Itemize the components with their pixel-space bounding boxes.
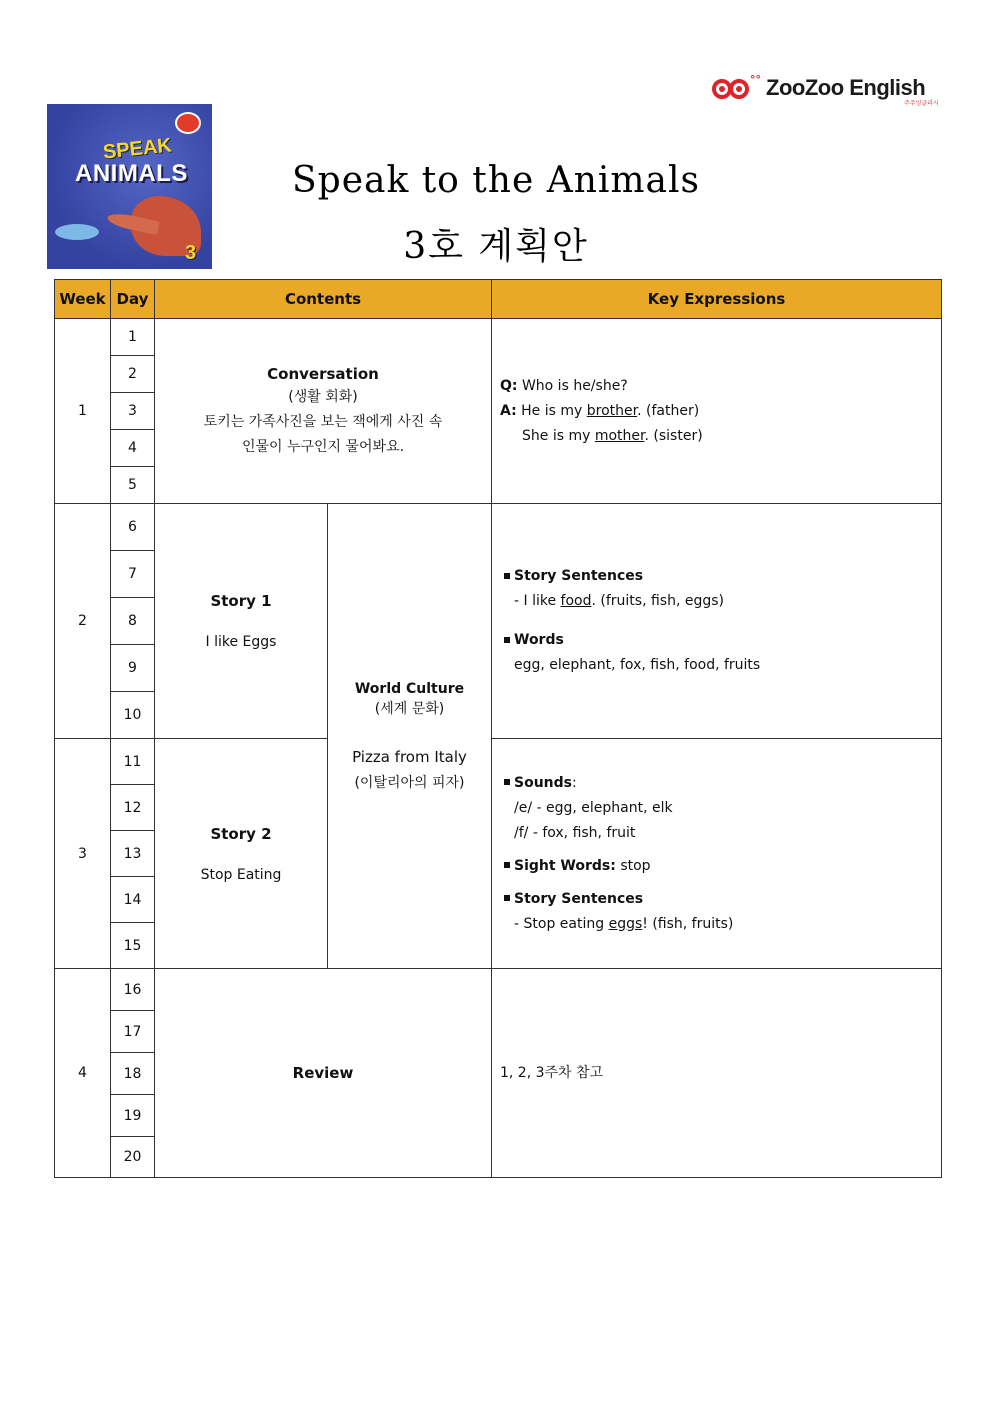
- header-key-expressions: Key Expressions: [492, 280, 942, 319]
- page-subtitle: 3호 계획안: [403, 226, 589, 267]
- week-cell: 1: [55, 319, 111, 504]
- table-row: [55, 319, 942, 356]
- a2-pre: She is my: [522, 427, 591, 444]
- day-cell: 4: [111, 430, 155, 467]
- conversation-title: Conversation: [267, 364, 379, 383]
- bullet-square-icon: [504, 779, 510, 785]
- a-word: brother: [586, 402, 638, 419]
- day-cell: 6: [111, 504, 155, 551]
- table-row: [55, 969, 942, 1011]
- words-text: egg, elephant, fox, fish, food, fruits: [514, 657, 761, 673]
- day-cell: 3: [111, 393, 155, 430]
- day-cell: 9: [111, 645, 155, 692]
- week-cell: 4: [55, 969, 111, 1178]
- day-cell: 13: [111, 831, 155, 877]
- logo-eyes-icon: [712, 74, 762, 102]
- day-cell: 16: [111, 969, 155, 1011]
- story1-cell: [155, 504, 328, 739]
- day-cell: 15: [111, 923, 155, 969]
- world-culture-pizza-ko: (이탈리아의 피자): [354, 775, 465, 791]
- world-culture-cell: [328, 504, 492, 969]
- a-post: . (father): [637, 402, 700, 419]
- fish-illustration-icon: [55, 224, 99, 240]
- ss-word: food: [560, 593, 592, 609]
- table-row: [55, 504, 942, 551]
- table-header-row: [55, 280, 942, 319]
- ss-pre: - I like: [514, 593, 557, 609]
- world-culture-subtitle: (세계 문화): [374, 701, 445, 717]
- world-culture-pizza: Pizza from Italy: [352, 748, 467, 766]
- day-cell: 12: [111, 785, 155, 831]
- week-cell: 2: [55, 504, 111, 739]
- sound-e-line: /e/ - egg, elephant, elk: [514, 799, 673, 816]
- q-label: Q:: [500, 377, 518, 394]
- cover-title-speak: SPEAK: [101, 134, 173, 164]
- bullet-square-icon: [504, 573, 510, 579]
- story1-subtitle: I like Eggs: [205, 634, 277, 650]
- lesson-plan-table: [54, 279, 942, 1178]
- logo-brand-text: ZooZoo English: [766, 75, 926, 100]
- sight-words-label: Sight Words:: [514, 857, 616, 874]
- day-cell: 20: [111, 1137, 155, 1178]
- cover-title-animals: ANIMALS: [75, 160, 188, 187]
- logo-mark: °°: [750, 73, 761, 86]
- sounds-colon: :: [572, 774, 577, 791]
- bullet-square-icon: [504, 637, 510, 643]
- a2-word: mother: [594, 427, 645, 444]
- story2-subtitle: Stop Eating: [200, 866, 282, 883]
- story-sentences-label: Story Sentences: [514, 890, 644, 907]
- header-contents: Contents: [155, 280, 492, 319]
- conversation-desc-line2: 인물이 누구인지 물어봐요.: [241, 438, 405, 455]
- conversation-desc-line1: 토키는 가족사진을 보는 잭에게 사진 속: [203, 413, 443, 430]
- bullet-square-icon: [504, 862, 510, 868]
- q-text: Who is he/she?: [521, 377, 628, 394]
- zoozoo-english-logo: [712, 72, 939, 107]
- week4-key-expressions: 1, 2, 3주차 참고: [492, 969, 942, 1178]
- day-cell: 14: [111, 877, 155, 923]
- cover-badge-icon: [175, 112, 201, 134]
- sounds-label: Sounds: [514, 774, 572, 791]
- a-pre: He is my: [521, 402, 583, 419]
- day-cell: 19: [111, 1095, 155, 1137]
- conversation-cell: [155, 319, 492, 504]
- day-cell: 5: [111, 467, 155, 504]
- logo-sub-text: 주주잉글리시: [904, 100, 939, 107]
- story1-title: Story 1: [210, 592, 272, 610]
- header-week: Week: [55, 280, 111, 319]
- story-sentences-label: Story Sentences: [514, 568, 644, 584]
- week-cell: 3: [55, 739, 111, 969]
- review-cell: Review: [155, 969, 492, 1178]
- words-label: Words: [514, 632, 564, 648]
- day-cell: 18: [111, 1053, 155, 1095]
- week1-key-expressions: [492, 319, 942, 504]
- day-cell: 10: [111, 692, 155, 739]
- day-cell: 1: [111, 319, 155, 356]
- week2-key-expressions: [492, 504, 942, 739]
- world-culture-title: World Culture: [354, 681, 465, 697]
- day-cell: 17: [111, 1011, 155, 1053]
- header-day: Day: [111, 280, 155, 319]
- ss-pre: - Stop eating: [514, 915, 605, 932]
- sound-f-line: /f/ - fox, fish, fruit: [514, 824, 636, 841]
- day-cell: 11: [111, 739, 155, 785]
- page-title: Speak to the Animals: [291, 160, 700, 201]
- conversation-subtitle: (생활 회화): [288, 388, 358, 405]
- week3-key-expressions: [492, 739, 942, 969]
- table-row: [55, 739, 942, 785]
- day-cell: 2: [111, 356, 155, 393]
- ss-post: . (fruits, fish, eggs): [591, 593, 725, 609]
- ss-post: ! (fish, fruits): [642, 915, 734, 932]
- ss-word: eggs: [608, 915, 643, 932]
- story2-title: Story 2: [210, 824, 272, 843]
- day-cell: 8: [111, 598, 155, 645]
- sight-words-text: stop: [620, 857, 651, 874]
- book-cover-image: [47, 104, 212, 269]
- story2-cell: [155, 739, 328, 969]
- a-label: A:: [500, 402, 517, 419]
- day-cell: 7: [111, 551, 155, 598]
- cover-volume-number: 3: [185, 242, 197, 264]
- bullet-square-icon: [504, 895, 510, 901]
- a2-post: . (sister): [644, 427, 703, 444]
